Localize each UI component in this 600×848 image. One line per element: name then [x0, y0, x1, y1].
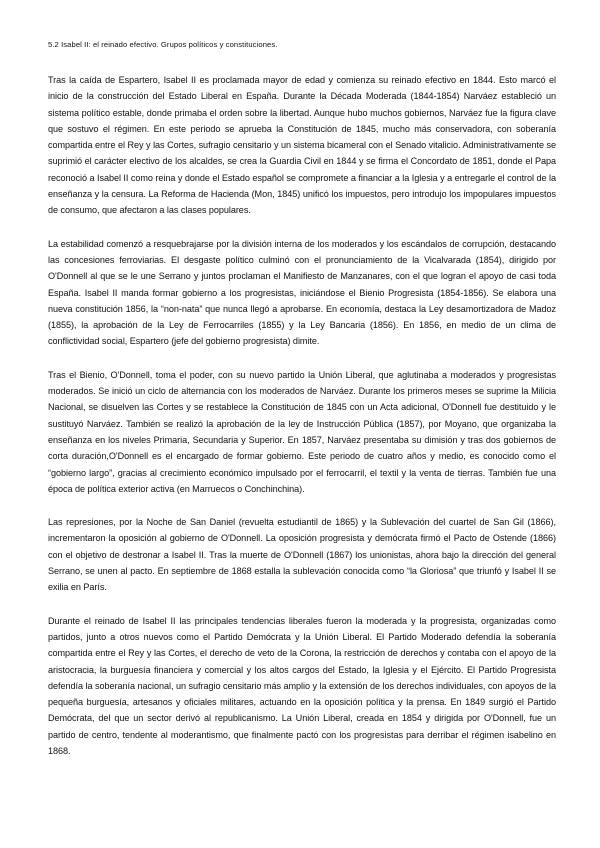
section-title: 5.2 Isabel II: el reinado efectivo. Grupos políticos y constituciones.: [48, 40, 278, 49]
paragraph-union-liberal: Tras el Bienio, O'Donnell, toma el poder, con su nuevo partido la Unión Liberal, que aglutinaba a moderados y progresistas moderados. Se inició un ciclo de alternancia con los moderados de Narváez. Durante los primeros meses se suprime la Milicia Nacional, se disuelven las Cortes y se restablece la Constitución de 1845 con un Acta adicional, O'Donnell fue destituido y le sustituyó Narváez. También se realizó la aprobación de la ley de Instrucción Pública (1857), por Moyano, que organizaba la enseñanza en los niveles Primaria, Secundaria y Superior. En 1857, Narváez presentaba su dimisión y tras dos gobiernos de corta duración,O'Donnell es el encargado de formar gobierno. Este periodo de cuatro años y medio, es conocido como el “gobierno largo”, gracias al crecimiento económico impulsado por el ferrocarril, el textil y la venta de tierras. También fue una época de política exterior activa (en Marruecos o Conchinchina).: [48, 369, 556, 494]
document-page: [48, 40, 556, 776]
paragraph-bienio-progresista: La estabilidad comenzó a resquebrajarse por la división interna de los moderados y los escándalos de corrupción, destacando las concesiones ferroviarias. El desgaste político culminó con el pronunciamiento de la Vicalvarada (1854), dirigido por O'Donnell al que se le une Serrano y juntos proclaman el Manifiesto de Manzanares, con el que logran el apoyo de casi toda España. Isabel II manda formar gobierno a los progresistas, iniciándose el Bienio Progresista (1854-1856). Se elabora una nueva constitución 1856, la “non-nata” que nunca llegó a aprobarse. En economía, destaca la Ley desamortizadora de Madoz (1855), la aprobación de la Ley de Ferrocarriles (1855) y la Ley Bancaria (1856). En 1856, en medio de un clima de conflictividad social, Espartero (jefe del gobierno progresista) dimite.: [48, 238, 556, 347]
paragraph-partidos-politicos: Durante el reinado de Isabel II las principales tendencias liberales fueron la moderada y la progresista, organizadas como partidos, junto a otros nuevos como el Partido Demócrata y la Unión Liberal. El Partido Moderado defendía la soberanía compartida entre el Rey y las Cortes, el derecho de veto de la Corona, la restricción de derechos y contaba con el apoyo de la aristocracia, la burguesía financiera y comercial y los altos cargos del Estado, la Iglesia y el Ejército. El Partido Progresista defendía la soberanía nacional, un sufragio censitario más amplio y la extensión de los derechos individuales, con apoyos de la pequeña burguesía, artesanos y oficiales militares, actuando en la oposición política y la prensa. En 1849 surgió el Partido Demócrata, del que un sector derivó al republicanismo. La Unión Liberal, creada en 1854 y dirigida por O'Donnell, fue un partido de centro, tendente al moderantismo, que finalmente pactó con los progresistas para derribar el régimen isabelino en 1868.: [48, 615, 556, 756]
paragraph-la-gloriosa: Las represiones, por la Noche de San Daniel (revuelta estudiantil de 1865) y la Sublevación del cuartel de San Gil (1866), incrementaron la oposición al gobierno de O'Donnell. La oposición progresista y demócrata firmó el Pacto de Ostende (1866) con el objetivo de destronar a Isabel II. Tras la muerte de O'Donnell (1867) los unionistas, ahora bajo la dirección del general Serrano, se unen al pacto. En septiembre de 1868 estalla la sublevación conocida como “la Gloriosa” que triunfó y Isabel II se exilia en París.: [48, 517, 556, 593]
paragraph-decada-moderada: Tras la caída de Espartero, Isabel II es proclamada mayor de edad y comienza su reinado efectivo en 1844. Esto marcó el inicio de la construcción del Estado Liberal en España. Durante la Década Moderada (1844-1854) Narváez estableció un sistema político estable, donde primaba el orden sobre la libertad. Aunque hubo muchos gobiernos, Narváez fue la figura clave que sostuvo el régimen. En este periodo se aprueba la Constitución de 1845, mucho más conservadora, con soberanía compartida entre el Rey y las Cortes, sufragio censitario y un sistema bicameral con el Senado vitalicio. Administrativamente se suprimió el carácter electivo de los alcaldes, se crea la Guardia Civil en 1844 y se firma el Concordato de 1851, donde el Papa reconoció a Isabel II como reina y donde el Estado español se compromete a financiar a la Iglesia y a entregarle el control de la enseñanza y la censura. La Reforma de Hacienda (Mon, 1845) unificó los impuestos, pero introdujo los impopulares impuestos de consumo, que afectaron a las clases populares.: [48, 75, 556, 216]
